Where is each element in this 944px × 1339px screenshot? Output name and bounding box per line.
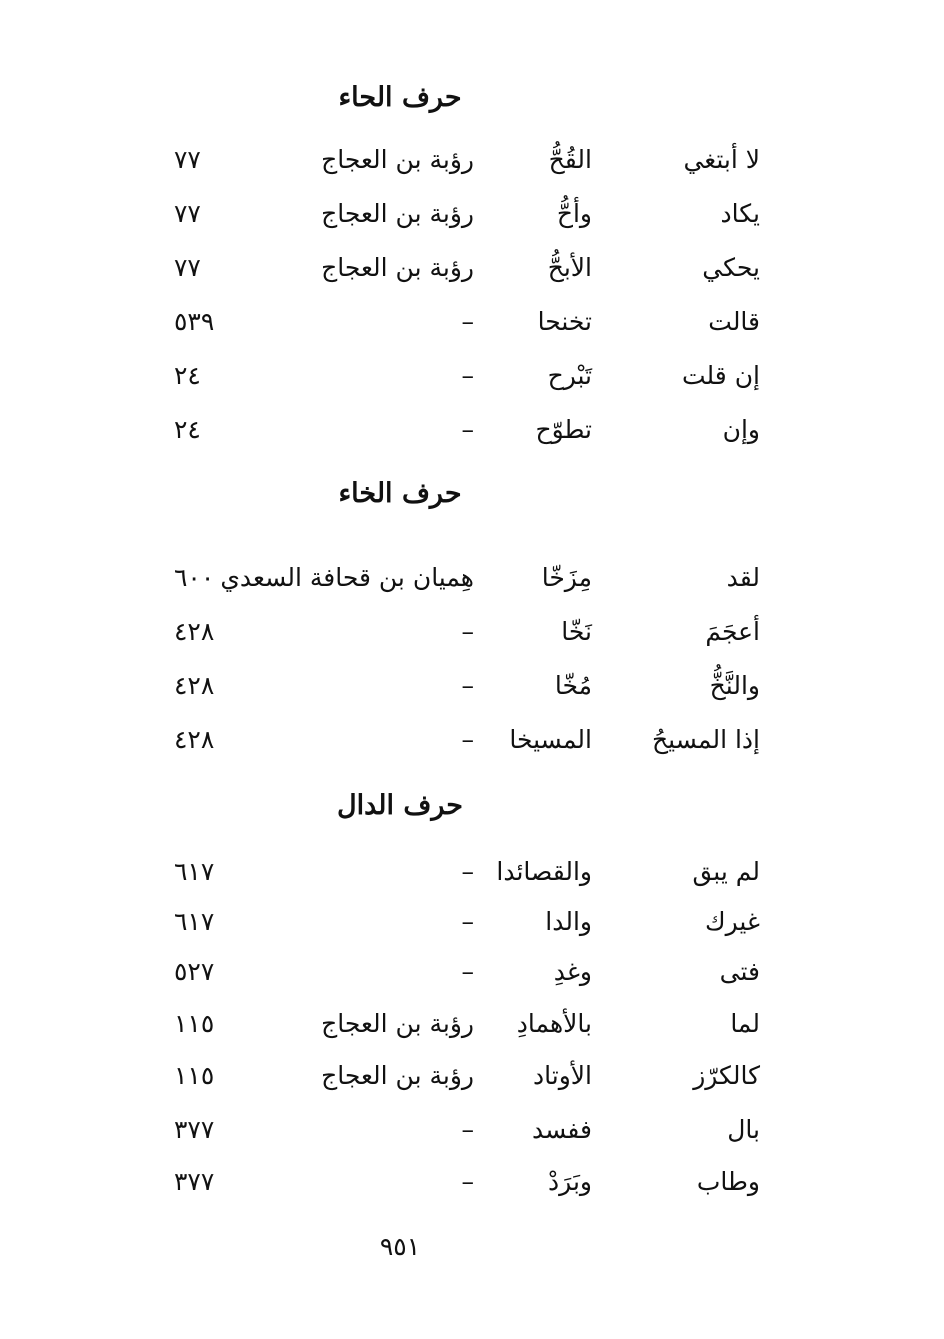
verse-start: وإن (722, 415, 760, 444)
page-ref: ٦١٧ (174, 907, 215, 936)
poet-name: – (461, 671, 474, 700)
verse-start: غيرك (704, 907, 760, 936)
verse-start: فتى (719, 957, 760, 986)
page-ref: ٦١٧ (174, 857, 215, 886)
table-row (160, 302, 760, 342)
verse-start: وطاب (696, 1167, 760, 1196)
page-ref: ٧٧ (174, 253, 201, 282)
verse-start: لقد (726, 563, 760, 592)
rhyme-word: الأوتاد (533, 1061, 592, 1090)
verse-start: أعجَمَ (705, 617, 760, 646)
page-ref: ٦٠٠ (174, 563, 215, 592)
page-number: ٩٥١ (379, 1232, 421, 1261)
poet-name: – (461, 1167, 474, 1196)
poet-name: – (461, 857, 474, 886)
poet-name: – (461, 957, 474, 986)
verse-start: والنَّخُّ (709, 671, 760, 700)
table-row (160, 1004, 760, 1044)
table-row (160, 612, 760, 652)
table-row (160, 952, 760, 992)
rhyme-word: القُحُّ (548, 145, 592, 174)
page-ref: ٧٧ (174, 145, 201, 174)
poet-name: رؤبة بن العجاج (321, 253, 474, 282)
page-ref: ٣٧٧ (174, 1167, 215, 1196)
page-ref: ٤٢٨ (174, 617, 215, 646)
page-ref: ١١٥ (174, 1061, 215, 1090)
verse-start: قالت (708, 307, 760, 336)
rhyme-word: نَخّا (561, 617, 592, 646)
page-ref: ٧٧ (174, 199, 201, 228)
table-row (160, 720, 760, 760)
page-ref: ٢٤ (174, 415, 201, 444)
rhyme-word: والقصائدا (496, 857, 592, 886)
rhyme-word: وأحُّ (556, 199, 592, 228)
rhyme-word: ففسد (531, 1115, 592, 1144)
table-row (160, 1110, 760, 1150)
poet-name: هِميان بن قحافة السعدي (220, 563, 474, 592)
table-row (160, 356, 760, 396)
page-ref: ٤٢٨ (174, 671, 215, 700)
page-ref: ٤٢٨ (174, 725, 215, 754)
rhyme-word: تخنحا (537, 307, 592, 336)
table-row (160, 1056, 760, 1096)
poet-name: رؤبة بن العجاج (321, 1009, 474, 1038)
verse-start: لما (730, 1009, 760, 1038)
verse-start: يحكي (702, 253, 760, 282)
verse-start: لا أبتغي (683, 145, 760, 174)
page-ref: ٥٢٧ (174, 957, 215, 986)
rhyme-word: مُخّا (554, 671, 592, 700)
table-row (160, 666, 760, 706)
rhyme-word: تَبْرح (547, 361, 592, 390)
verse-start: بال (727, 1115, 760, 1144)
verse-start: كالكرّز (693, 1061, 760, 1090)
table-row (160, 1162, 760, 1202)
table-row (160, 852, 760, 892)
page-ref: ٥٣٩ (174, 307, 215, 336)
poet-name: – (461, 1115, 474, 1144)
rhyme-word: المسيخا (509, 725, 592, 754)
table-row (160, 902, 760, 942)
poet-name: رؤبة بن العجاج (321, 145, 474, 174)
poet-name: – (461, 361, 474, 390)
rhyme-word: تطوّح (535, 415, 592, 444)
table-row (160, 410, 760, 450)
table-row (160, 248, 760, 288)
table-row (160, 194, 760, 234)
poet-name: – (461, 617, 474, 646)
section-title-daal: حرف الدال (337, 790, 463, 821)
poet-name: رؤبة بن العجاج (321, 199, 474, 228)
rhyme-word: مِزَخّا (541, 563, 592, 592)
verse-start: إن قلت (681, 361, 760, 390)
section-title-haa: حرف الحاء (338, 82, 462, 113)
rhyme-word: وغدِ (553, 957, 592, 986)
verse-start: لم يبق (692, 857, 760, 886)
page-ref: ٣٧٧ (174, 1115, 215, 1144)
verse-start: يكاد (720, 199, 760, 228)
rhyme-word: وبَرَدْ (548, 1167, 592, 1196)
table-row (160, 558, 760, 598)
rhyme-word: الأبحُّ (547, 253, 592, 282)
table-row (160, 140, 760, 180)
rhyme-word: والدا (545, 907, 592, 936)
page-ref: ١١٥ (174, 1009, 215, 1038)
poet-name: – (461, 725, 474, 754)
section-title-khaa: حرف الخاء (338, 478, 462, 509)
rhyme-word: بالأهمادِ (516, 1009, 592, 1038)
poet-name: رؤبة بن العجاج (321, 1061, 474, 1090)
poet-name: – (461, 907, 474, 936)
page-ref: ٢٤ (174, 361, 201, 390)
verse-start: إذا المسيحُ (652, 725, 760, 754)
poet-name: – (461, 415, 474, 444)
poet-name: – (461, 307, 474, 336)
